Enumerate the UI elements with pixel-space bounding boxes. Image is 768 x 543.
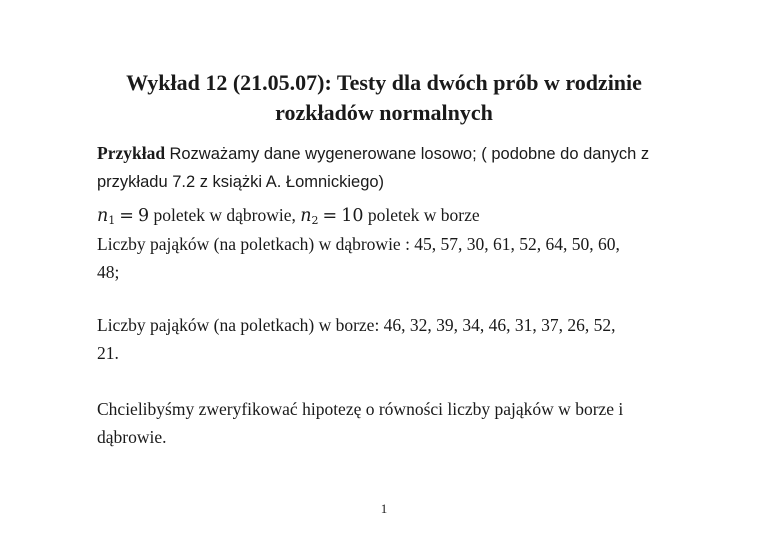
data-paragraph xyxy=(97,201,687,286)
pine-counts-line-1: Liczby pająków (na poletkach) w borze: 46, 32, 39, 34, 46, 31, 37, 26, 52, xyxy=(97,315,616,335)
sample-sizes-line xyxy=(97,201,687,230)
page-number: 1 xyxy=(380,501,388,516)
n2-subscript: 2 xyxy=(311,214,319,227)
n1-subscript: 1 xyxy=(108,214,116,227)
hypothesis-line-1: Chcielibyśmy zweryfikować hipotezę o równości liczby pająków w borze i xyxy=(97,399,624,419)
lecture-title xyxy=(60,68,708,128)
n1-value: 9 xyxy=(137,206,150,226)
hypothesis-line-2: dąbrowie. xyxy=(97,427,167,447)
n2-value: 10 xyxy=(341,206,364,226)
hypothesis-paragraph xyxy=(97,395,687,451)
n1-equals: = xyxy=(119,206,134,226)
example-intro-text: Rozważamy dane wygenerowane losowo; ( podobne do danych z xyxy=(169,145,650,163)
n2-variable: n xyxy=(300,206,312,226)
n2-equals: = xyxy=(322,206,338,226)
n1-formula xyxy=(97,206,149,226)
n1-description: poletek w dąbrowie, xyxy=(149,205,301,225)
n1-variable: n xyxy=(97,206,109,226)
pine-paragraph xyxy=(97,311,687,367)
oak-counts-line-1: Liczby pająków (na poletkach) w dąbrowie : 45, 57, 30, 61, 52, 64, 50, 60, xyxy=(97,234,620,254)
title-line-1: Wykład 12 (21.05.07): Testy dla dwóch prób w rodzinie xyxy=(126,70,642,95)
oak-counts-line-2: 48; xyxy=(97,262,120,282)
example-lead: Przykład xyxy=(97,143,166,163)
example-paragraph xyxy=(97,139,687,196)
n2-description: poletek w borze xyxy=(363,205,480,225)
n2-formula xyxy=(300,206,363,226)
pine-counts-line-2: 21. xyxy=(97,343,119,363)
example-line-1 xyxy=(97,139,687,168)
example-line-2: przykładu 7.2 z książki A. Łomnickiego) xyxy=(97,173,385,191)
title-line-2: rozkładów normalnych xyxy=(275,100,493,125)
